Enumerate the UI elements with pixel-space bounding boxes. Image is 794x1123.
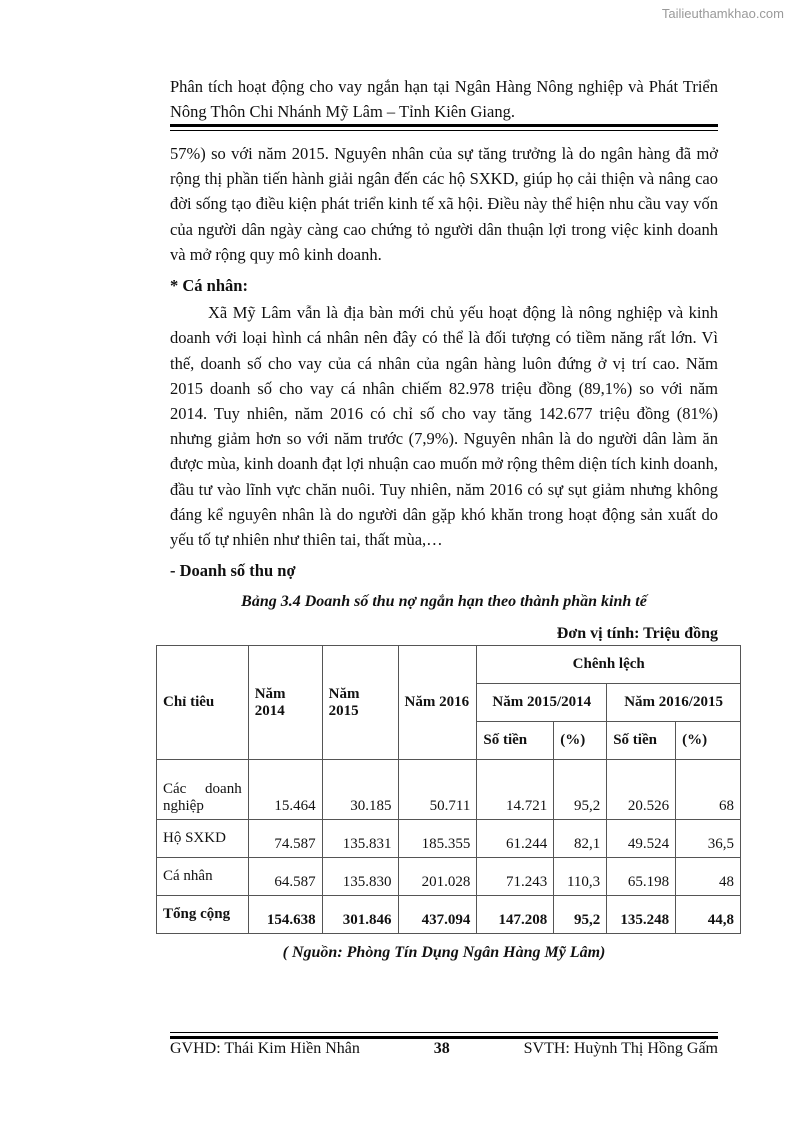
header-amount-2: Số tiền — [607, 722, 676, 760]
cell-2014: 74.587 — [248, 820, 322, 858]
cell-2015: 135.831 — [322, 820, 398, 858]
header-difference: Chênh lệch — [477, 646, 741, 684]
table-row — [157, 760, 741, 820]
header-diff-2015-2014: Năm 2015/2014 — [477, 684, 607, 722]
cell-diff2-amount: 135.248 — [607, 896, 676, 934]
cell-diff2-percent: 36,5 — [676, 820, 741, 858]
cell-diff1-amount: 71.243 — [477, 858, 554, 896]
cell-2016: 437.094 — [398, 896, 477, 934]
cell-2014: 154.638 — [248, 896, 322, 934]
header-divider — [170, 124, 718, 131]
header-indicator: Chỉ tiêu — [157, 646, 249, 760]
collection-table — [156, 645, 741, 934]
footer-student: SVTH: Huỳnh Thị Hồng Gấm — [523, 1040, 718, 1057]
cell-diff2-percent: 68 — [676, 760, 741, 820]
table-row-total — [157, 896, 741, 934]
cell-2016: 185.355 — [398, 820, 477, 858]
cell-diff1-percent: 110,3 — [554, 858, 607, 896]
cell-diff2-percent: 44,8 — [676, 896, 741, 934]
cell-2015: 301.846 — [322, 896, 398, 934]
table-row — [157, 858, 741, 896]
heading-individual: * Cá nhân: — [170, 276, 248, 296]
cell-diff2-amount: 49.524 — [607, 820, 676, 858]
cell-diff2-amount: 65.198 — [607, 858, 676, 896]
header-diff-2016-2015: Năm 2016/2015 — [607, 684, 741, 722]
cell-diff1-amount: 14.721 — [477, 760, 554, 820]
page-footer — [170, 1040, 718, 1058]
paragraph-individual: Xã Mỹ Lâm vẫn là địa bàn mới chủ yếu hoạt động là nông nghiệp và kinh doanh với loại hình cá nhân nên đây có thể là đối tượng có tiềm năng rất lớn. Vì thế, doanh số cho vay của cá nhân của ngân hàng luôn đứng ở vị trí cao. Năm 2015 doanh số cho vay cá nhân chiếm 82.978 triệu đồng (89,1%) so với năm 2014. Tuy nhiên, năm 2016 có chỉ số cho vay tăng 142.677 triệu đồng (81%) nhưng giảm hơn so với năm trước (7,9%). Nguyên nhân là do người dân làm ăn được mùa, kinh doanh đạt lợi nhuận cao muốn mở rộng thêm diện tích kinh doanh, đầu tư vào lĩnh vực chăn nuôi. Tuy nhiên, năm 2016 có sự sụt giảm nhưng không đáng kể nguyên nhân là do người dân gặp khó khăn trong hoạt động sản xuất do yếu tố tự nhiên như thiên tai, thất mùa,… — [170, 303, 718, 550]
page-body — [170, 141, 718, 656]
cell-diff2-percent: 48 — [676, 858, 741, 896]
cell-2015: 30.185 — [322, 760, 398, 820]
cell-2014: 64.587 — [248, 858, 322, 896]
watermark-text: Tailieuthamkhao.com — [661, 6, 784, 21]
table-caption: Bảng 3.4 Doanh số thu nợ ngắn hạn theo thành phần kinh tế — [241, 593, 647, 611]
header-percent-1: (%) — [554, 722, 607, 760]
row-label: Các doanh nghiệp — [157, 760, 249, 820]
header-amount-1: Số tiền — [477, 722, 554, 760]
cell-2016: 50.711 — [398, 760, 477, 820]
footer-divider — [170, 1032, 718, 1039]
row-label: Tổng cộng — [157, 896, 249, 934]
cell-2016: 201.028 — [398, 858, 477, 896]
paragraph-intro: 57%) so với năm 2015. Nguyên nhân của sự tăng trưởng là do ngân hàng đã mở rộng thị phần tiến hành giải ngân đến các hộ SXKD, giúp họ cải thiện và nâng cao đời sống tạo điều kiện phát triển kinh tế xã hội. Điều này thể hiện nhu cầu vay vốn của người dân ngày càng cao chứng tỏ người dân thuận lợi trong việc kinh doanh và mở rộng quy mô kinh doanh. — [170, 144, 718, 264]
cell-2015: 135.830 — [322, 858, 398, 896]
page-header: Phân tích hoạt động cho vay ngắn hạn tại Ngân Hàng Nông nghiệp và Phát Triển Nông Thôn Chi Nhánh Mỹ Lâm – Tỉnh Kiên Giang. — [170, 77, 718, 121]
header-year-2014: Năm 2014 — [248, 646, 322, 760]
cell-diff1-percent: 82,1 — [554, 820, 607, 858]
table-row — [157, 820, 741, 858]
row-label: Cá nhân — [157, 858, 249, 896]
footer-advisor: GVHD: Thái Kim Hiền Nhân — [170, 1040, 360, 1057]
header-year-2015: Năm 2015 — [322, 646, 398, 760]
unit-label: Đơn vị tính: Triệu đồng — [556, 624, 718, 642]
header-year-2016: Năm 2016 — [398, 646, 477, 760]
cell-2014: 15.464 — [248, 760, 322, 820]
cell-diff2-amount: 20.526 — [607, 760, 676, 820]
heading-debt-collection: - Doanh số thu nợ — [170, 561, 296, 581]
header-percent-2: (%) — [676, 722, 741, 760]
row-label: Hộ SXKD — [157, 820, 249, 858]
cell-diff1-percent: 95,2 — [554, 760, 607, 820]
page-number: 38 — [433, 1040, 450, 1057]
cell-diff1-amount: 61.244 — [477, 820, 554, 858]
cell-diff1-amount: 147.208 — [477, 896, 554, 934]
cell-diff1-percent: 95,2 — [554, 896, 607, 934]
table-source: ( Nguồn: Phòng Tín Dụng Ngân Hàng Mỹ Lâm) — [282, 944, 606, 961]
